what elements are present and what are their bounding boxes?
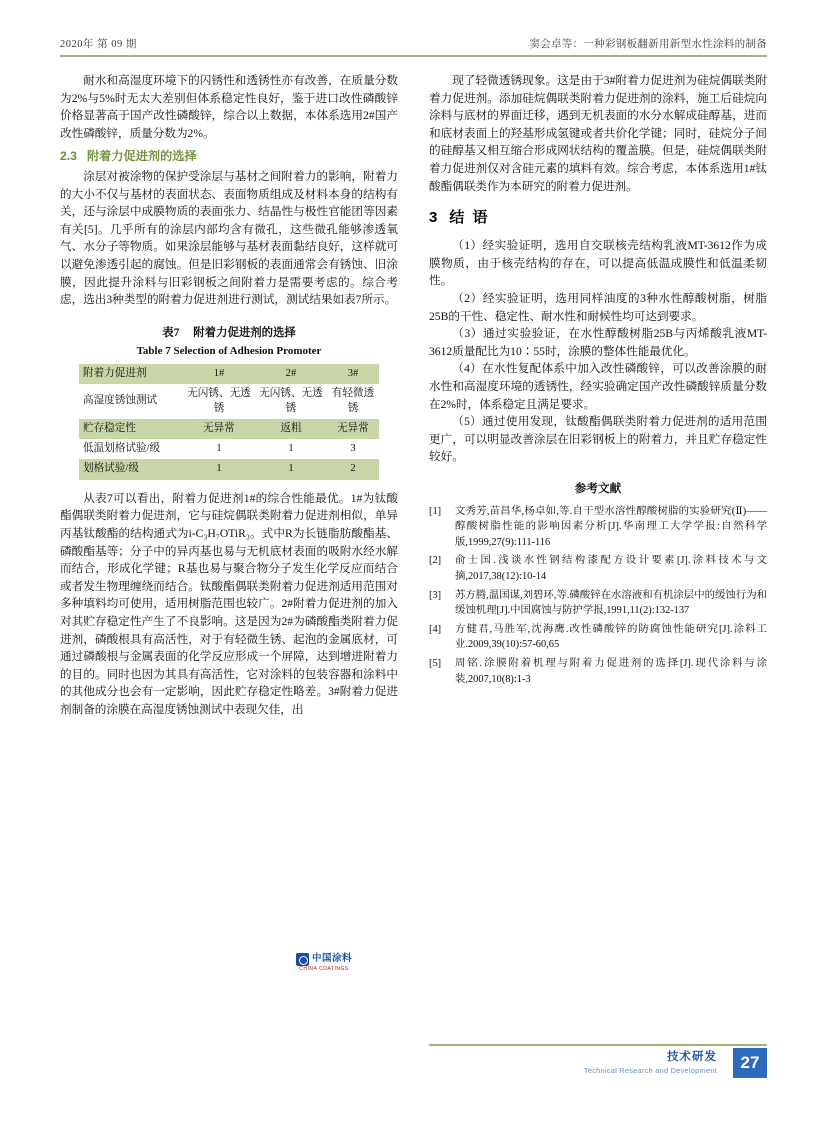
table-caption-en: Table 7 Selection of Adhesion Promoter: [136, 345, 322, 358]
logo-text-cn: 中国涂料: [312, 953, 353, 964]
logo-mark-icon: [296, 953, 309, 966]
section-heading-conclusion: [429, 207, 767, 230]
section-number: 2.3: [60, 149, 77, 164]
reference-text: 苏方腾,温国谋,刘碧环,等.磷酸锌在水溶液和有机涂层中的缓蚀行为和缓蚀机理[J].中国腐蚀与防护学报,1991,11(2):132-137: [455, 589, 767, 617]
reference-item: [429, 588, 767, 619]
section-title: 结 语: [449, 209, 490, 227]
conclusion-item: （3）通过实验验证，在水性醇酸树脂25B与丙烯酸乳液MT-3612质量配比为10∶55时，涂膜的整体性能最优化。: [429, 327, 767, 358]
table-header-cell: 附着力促进剂: [79, 364, 183, 384]
table-cell: 1: [183, 439, 255, 459]
table-row-label: 划格试验/级: [79, 459, 183, 479]
reference-number: [2]: [429, 555, 442, 567]
section-heading-2-3: [60, 147, 398, 166]
footer-section-cn: 技术研发: [667, 1051, 717, 1063]
adhesion-promoter-table: [79, 364, 379, 480]
section-number: 3: [429, 209, 438, 227]
table-row: [79, 459, 379, 479]
table-cell: 3: [327, 439, 379, 459]
table-cell: 无异常: [183, 419, 255, 439]
footer-section-label: [584, 1048, 717, 1075]
table-cell: 1: [255, 439, 327, 459]
table-row: [79, 384, 379, 419]
page-header: [60, 36, 767, 57]
header-article-title: 窦会卓等：一种彩钢板翻新用新型水性涂料的制备: [529, 39, 767, 50]
reference-item: [429, 504, 767, 551]
brand-logo: [296, 950, 352, 972]
footer-section-en: Technical Research and Development: [583, 1066, 717, 1075]
paragraph: 现了轻微透锈现象。这是由于3#附着力促进剂为硅烷偶联类附着力促进剂。添加硅烷偶联类附着力促进剂的涂料，施工后硅烷向涂料与底材的界面迁移，遇到无机表面的水分水解成硅醇基，进而和底材表面上的羟基形成氢键或者共价化学键；同时，硅烷分子间的硅醇基又相互缩合形成网状结构的覆盖膜。但是，硅烷偶联类附着力促进剂仅对含硅元素的填料有效。综合考虑，本体系选用1#钛酸酯偶联类作为本研究的附着力促进剂。: [429, 74, 767, 193]
conclusion-item: （1）经实验证明，选用自交联核壳结构乳液MT-3612作为成膜物质，由于核壳结构的存在，可以提高低温成膜性和低温柔韧性。: [429, 239, 767, 288]
reference-number: [5]: [429, 658, 442, 670]
reference-number: [1]: [429, 505, 442, 517]
reference-item: [429, 622, 767, 653]
conclusion-item: （5）通过使用发现，钛酸酯偶联类附着力促进剂的适用范围更广，可以明显改善涂层在旧彩钢板上的附着力，并且贮存稳定性较好。: [429, 415, 767, 464]
table-header-cell: 2#: [255, 364, 327, 384]
paragraph: 耐水和高湿度环境下的闪锈性和透锈性亦有改善，在质量分数为2%与5%时无太大差别但体系稳定性良好，鉴于进口改性磷酸锌价格显著高于国产改性磷酸锌，综合以上数据，本体系选用2#国产改性磷酸锌，质量分数为2%。: [60, 74, 398, 140]
page-number: 27: [733, 1048, 767, 1078]
table-row-label: 高湿度锈蚀测试: [79, 384, 183, 419]
table-cell: 无闪锈、无透锈: [183, 384, 255, 419]
conclusion-item: （4）在水性复配体系中加入改性磷酸锌，可以改善涂膜的耐水性和高湿度环境的透锈性，经实验确定国产改性磷酸锌质量分数在2%时，体系稳定且满足要求。: [429, 362, 767, 411]
table-cell: 1: [255, 459, 327, 479]
table-cell: 无闪锈、无透锈: [255, 384, 327, 419]
table-row: [79, 439, 379, 459]
reference-item: [429, 553, 767, 584]
reference-text: 文秀芳,苗昌华,杨卓如,等.自干型水溶性醇酸树脂的实验研究(Ⅱ)——醇酸树脂性能的影响因素分析[J].华南理工大学学报:自然科学版,1999,27(9):111-116: [455, 505, 767, 548]
reference-text: 周铭.涂膜附着机理与附着力促进剂的选择[J].现代涂料与涂装,2007,10(8):1-3: [455, 658, 767, 685]
reference-number: [4]: [429, 623, 442, 635]
table-cell: 2: [327, 459, 379, 479]
table-header-cell: 1#: [183, 364, 255, 384]
paragraph: 从表7可以看出，附着力促进剂1#的综合性能最优。1#为钛酸酯偶联类附着力促进剂，它与硅烷偶联类附着力促进剂相似，单异丙基钛酸酯的结构通式为i-C₃H₇OTiR₃。式中R为长链脂肪酸酯基、磷酸酯基等；分子中的异丙基也易与无机底材表面的吸附水经水解而结合，形成化学键；R基也易与聚合物分子发生化学反应而结合或者发生物理缠绕而结合。钛酸酯偶联类附着力促进剂适用范围对多种填料均可使用，适用树脂范围也较广。2#附着力促进剂的加入对其贮存稳定性产生了不良影响。这是因为2#为磷酸酯类附着力促进剂，磷酸根具有高活性，对于有轻微生锈、起泡的金属底材，可通过磷酸根与金属表面的化学反应形成一个屏障，达到增进附着力的目的。同时也因为其具有高活性，它对涂料的包装容器和涂料中的其他成分也会有一定影响，因此贮存稳定性略差。3#附着力促进剂制备的涂膜在高湿度锈蚀测试中表现欠佳，出: [60, 491, 398, 716]
table-row-label: 贮存稳定性: [79, 419, 183, 439]
table-header-row: [79, 364, 379, 384]
header-issue: 2020年 第 09 期: [60, 39, 137, 50]
conclusion-item: （2）经实验证明，选用同样油度的3种水性醇酸树脂，树脂25B的干性、稳定性、耐水性和耐候性均可达到要求。: [429, 291, 767, 323]
table-cell: 返粗: [255, 419, 327, 439]
reference-number: [3]: [429, 589, 442, 601]
table-header-cell: 3#: [327, 364, 379, 384]
right-column: [429, 72, 767, 690]
logo-text-en: CHINA COATINGS: [299, 965, 349, 972]
section-title: 附着力促进剂的选择: [86, 149, 197, 164]
left-column: [60, 72, 398, 719]
table-caption-text: 附着力促进剂的选择: [193, 326, 296, 339]
reference-item: [429, 656, 767, 687]
table-cell: 无异常: [327, 419, 379, 439]
table-caption-label: 表7: [162, 326, 180, 339]
references-heading: 参考文献: [574, 481, 622, 495]
paragraph: 涂层对被涂物的保护受涂层与基材之间附着力的影响，附着力的大小不仅与基材的表面状态、表面物质组成及材料本身的结构有关，还与涂层中成膜物质的表面张力、结晶性与极性官能团等因素有关[5]。几乎所有的涂层内部均含有微孔，这些微孔能够渗透氧气、水分子等物质。如果涂层能够与基材表面黏结良好，这样就可以避免渗透引起的腐蚀。但是旧彩钢板的表面通常会有锈蚀、旧涂膜，因此提升涂料与旧彩钢板之间附着力是需要考虑的。综合考虑，选出3种类型的附着力促进剂进行测试，测试结果如表7所示。: [60, 169, 398, 307]
table-cell: 有轻微透锈: [327, 384, 379, 419]
table-caption-cn: [60, 325, 398, 342]
table-row: [79, 419, 379, 439]
reference-text: 方健君,马胜军,沈海鹰.改性磷酸锌的防腐蚀性能研究[J].涂料工业.2009,39(10):57-60,65: [455, 623, 767, 651]
footer-divider: [429, 1044, 767, 1046]
table-7: [60, 325, 398, 480]
reference-text: 俞士国.浅谈水性钢结构漆配方设计要素[J].涂料技术与文摘,2017,38(12):10-14: [455, 555, 767, 583]
table-row-label: 低温划格试验/级: [79, 439, 183, 459]
table-cell: 1: [183, 459, 255, 479]
